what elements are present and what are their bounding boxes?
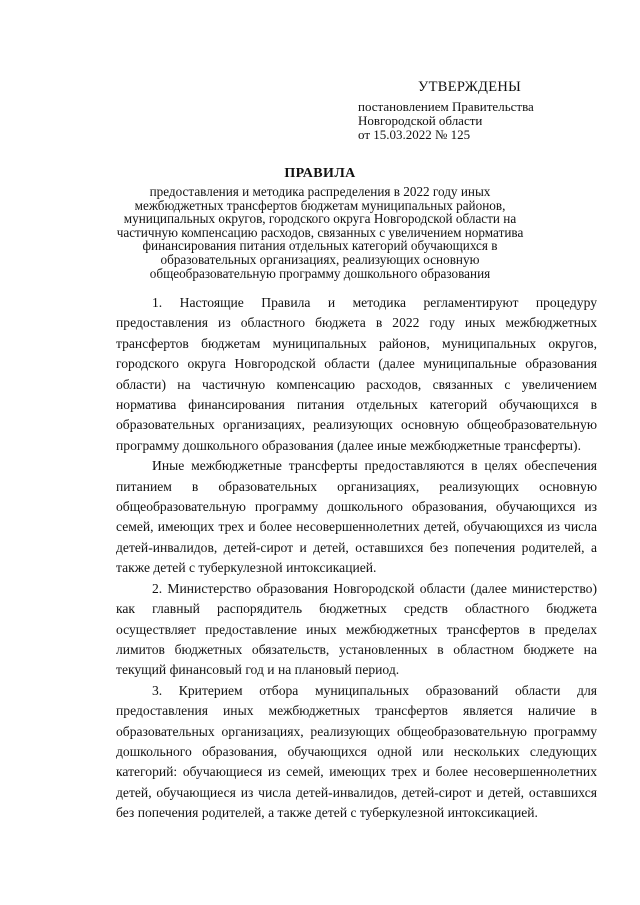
document-body — [116, 293, 597, 824]
paragraph-4: 3. Критерием отбора муниципальных образований области для предоставления иных межбюджетных трансфертов является наличие в образовательных организациях, реализующих общеобразовательную программу дошкольного образования, обучающихся одной или нескольких следующих категорий: обучающиеся из семей, имеющих трех и более несовершеннолетних детей, обучающиеся из числа детей-инвалидов, детей-сирот и детей, оставшихся без попечения родителей, а также детей с туберкулезной интоксикацией. — [116, 682, 597, 821]
document-subtitle: предоставления и методика распределения в 2022 году иных межбюджетных трансфертов бюджетам муниципальных районов, муниципальных округов, городского округа Новгородской области на частичную компенсацию расходов, связанных с увеличением норматива финансирования питания отдельных категорий обучающихся в образовательных организациях, реализующих основную общеобразовательную программу дошкольного образования — [116, 184, 524, 281]
paragraph-2: Иные межбюджетные трансферты предоставляются в целях обеспечения питанием в образовательных организациях, реализующих основную общеобразовательную программу дошкольного образования, обучающихся из семей, имеющих трех и более несовершеннолетних детей, обучающихся из числа детей-инвалидов, детей-сирот и детей, оставшихся без попечения родителей, а также детей с туберкулезной интоксикацией. — [116, 458, 597, 576]
paragraph-3: 2. Министерство образования Новгородской области (далее министерство) как главный распорядитель бюджетных средств областного бюджета осуществляет предоставление иных межбюджетных трансфертов в пределах лимитов бюджетных обязательств, установленных в областном бюджете на текущий финансовый год и на плановый период. — [116, 580, 597, 678]
approval-line-2: Новгородской области — [358, 113, 483, 128]
approval-line-1: постановлением Правительства — [358, 99, 534, 114]
approval-block — [358, 80, 598, 142]
approval-line-3: от 15.03.2022 № 125 — [358, 127, 471, 142]
approval-heading: УТВЕРЖДЕНЫ — [418, 79, 522, 95]
document-title: ПРАВИЛА — [284, 166, 356, 181]
paragraph-1: 1. Настоящие Правила и методика регламентируют процедуру предоставления из областного бюджета в 2022 году иных межбюджетных трансфертов бюджетам муниципальных районов, муниципальных округов, городского округа Новгородской области (далее муниципальные образования области) на частичную компенсацию расходов, связанных с увеличением норматива финансирования питания отдельных категорий обучающихся в образовательных организациях, реализующих основную общеобразовательную программу дошкольного образования (далее иные межбюджетные трансферты). — [116, 295, 597, 453]
